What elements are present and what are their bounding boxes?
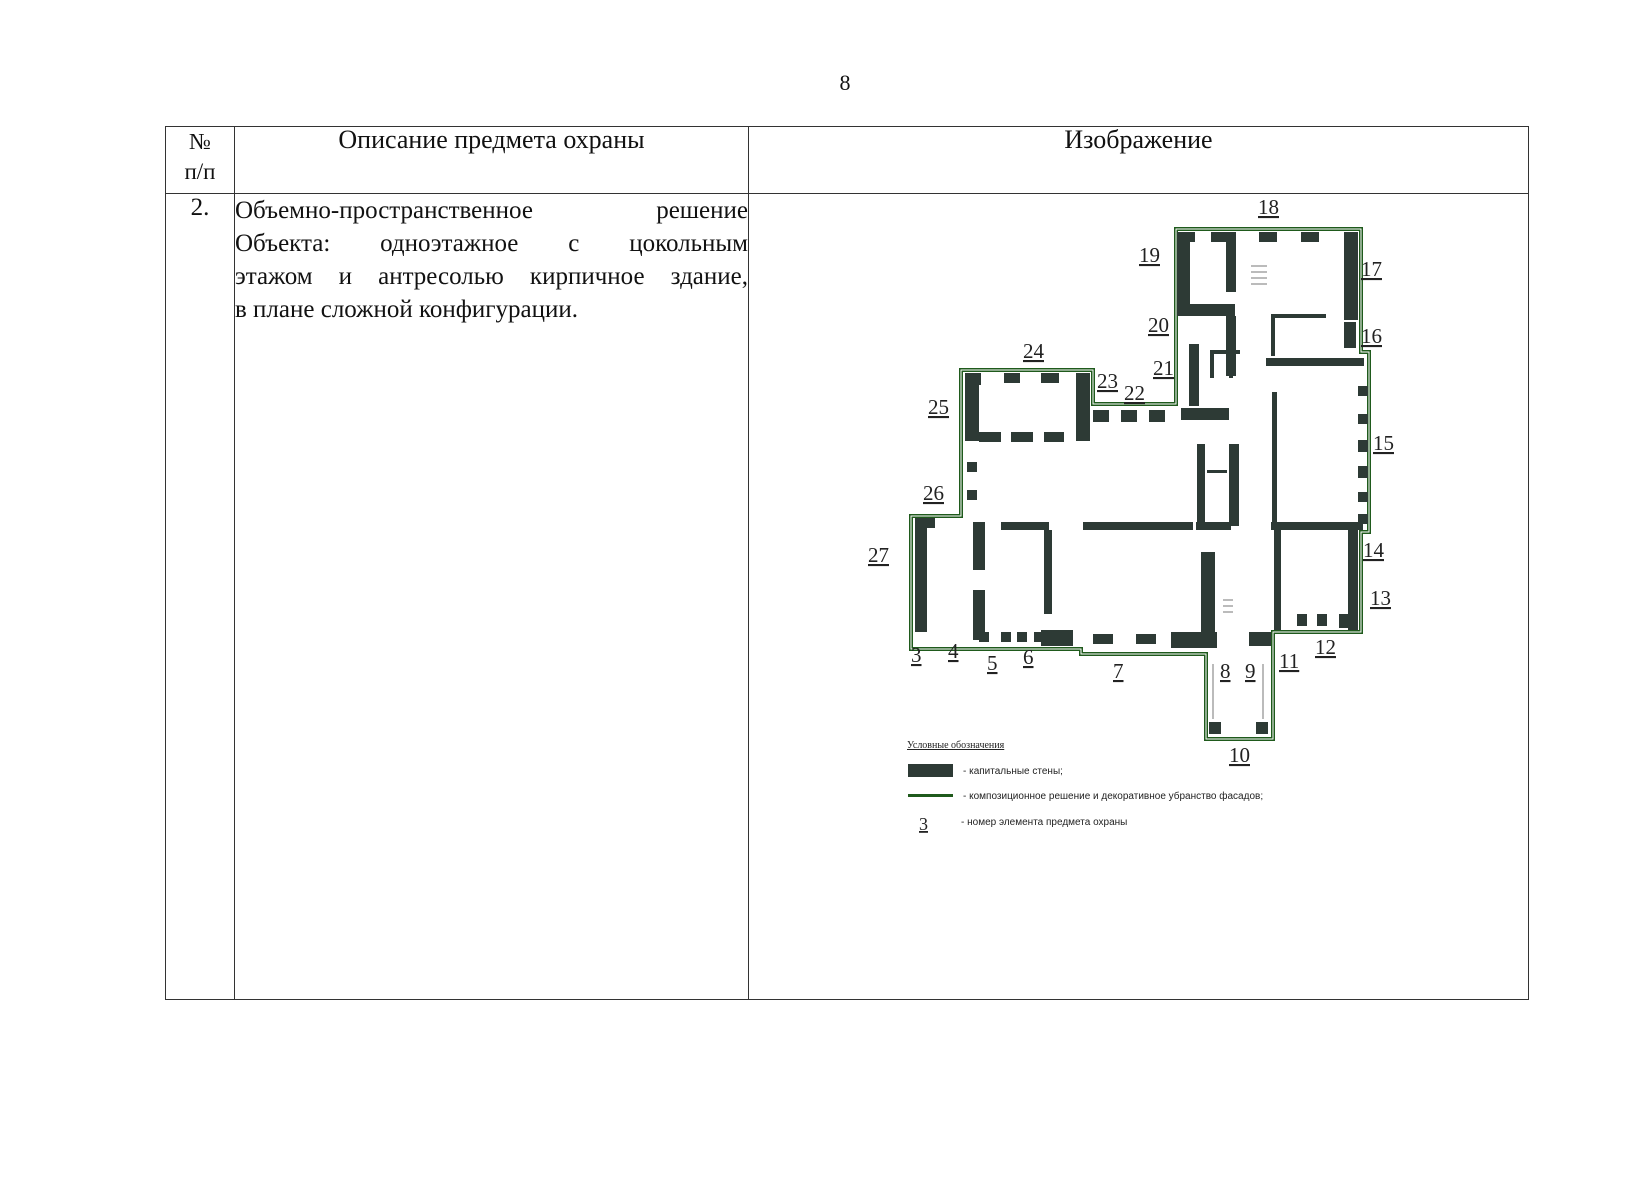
facade-outline [911,229,1369,739]
element-label: 22 [1124,381,1145,405]
legend-item-text: - капитальные стены; [963,766,1063,777]
stair-lines [1213,266,1267,719]
element-label: 8 [1220,659,1231,683]
element-label: 9 [1245,659,1256,683]
element-label: 10 [1229,743,1250,767]
table-row [166,194,1529,1000]
legend-wall-swatch [908,764,953,777]
legend-number-sample: 3 [919,814,928,834]
element-label: 24 [1023,339,1044,363]
table-header-row [166,127,1529,194]
row-image [749,194,1529,1000]
legend-title: Условные обозначения [907,740,1005,751]
legend-item-text: - композиционное решение и декоративное убранство фасадов; [963,791,1264,802]
element-label: 26 [923,481,944,505]
header-number-line1: № [189,129,211,154]
description-line: в плане сложной конфигурации. [235,296,579,323]
heritage-table [165,126,1529,1000]
description-line: этажом и антресолью кирпичное здание, [235,263,748,290]
element-label: 3 [911,643,922,667]
element-label: 19 [1139,243,1160,267]
legend-facade-swatch [908,794,953,797]
row-number: 2. [166,194,235,1000]
element-label: 16 [1361,324,1382,348]
header-number [166,127,235,194]
element-label: 27 [868,543,889,567]
element-label: 20 [1148,313,1169,337]
element-label: 23 [1097,369,1118,393]
header-image: Изображение [749,127,1529,194]
description-line: Объекта: одноэтажное с цокольным [235,230,748,257]
element-label: 15 [1373,431,1394,455]
element-label: 21 [1153,356,1174,380]
element-label: 18 [1258,195,1279,219]
element-label: 6 [1023,645,1034,669]
legend-item-text: - номер элемента предмета охраны [961,817,1128,828]
element-label: 7 [1113,659,1124,683]
element-label: 14 [1363,538,1384,562]
row-description [235,194,749,1000]
header-description: Описание предмета охраны [235,127,749,194]
capital-walls [915,232,1368,734]
element-label: 5 [987,651,998,675]
page-number: 8 [839,70,851,95]
element-label: 17 [1361,257,1382,281]
element-label: 12 [1315,635,1336,659]
element-label: 11 [1279,649,1300,673]
facade-outline-inner [911,229,1369,739]
floor-plan-drawing [749,194,1529,1000]
element-label: 13 [1370,586,1391,610]
element-label: 25 [928,395,949,419]
element-label: 4 [948,639,959,663]
header-number-line2: п/п [184,159,216,184]
description-line: Объемно-пространственное решение [235,197,748,224]
